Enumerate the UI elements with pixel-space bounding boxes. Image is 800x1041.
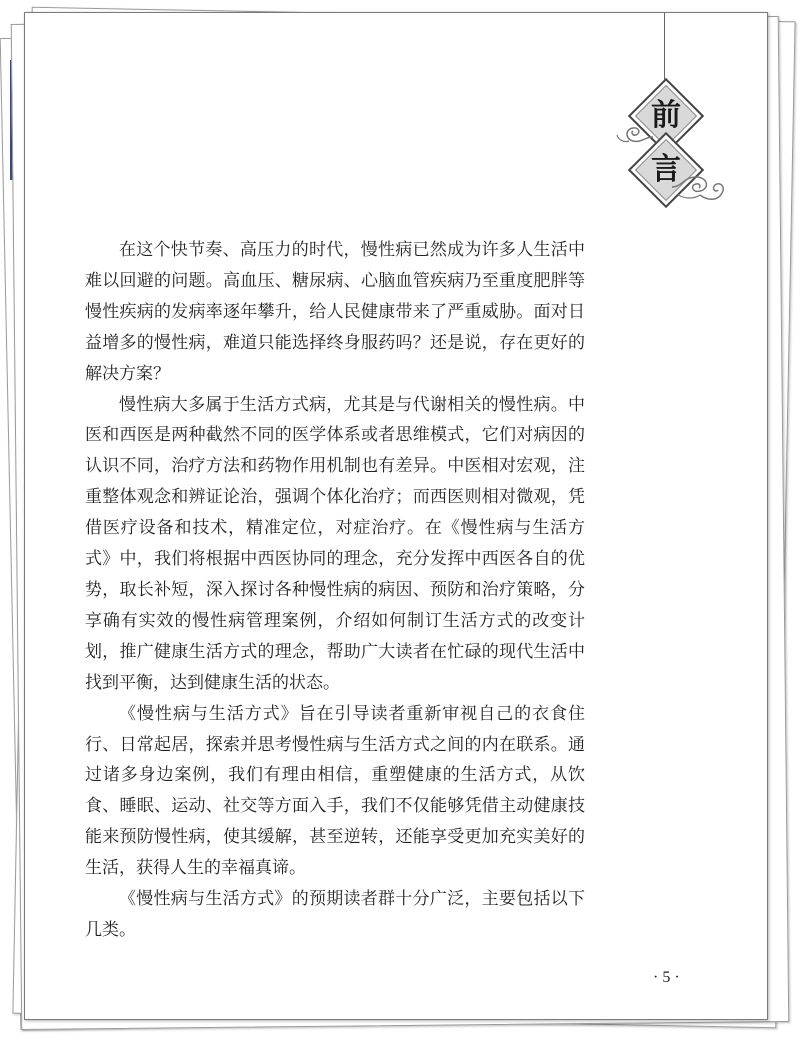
heading-char-1: 前 (651, 98, 681, 133)
paragraph-1: 在这个快节奏、高压力的时代，慢性病已然成为许多人生活中难以回避的问题。高血压、糖尿病、心脑血管疾病乃至重度肥胖等慢性疾病的发病率逐年攀升，给人民健康带来了严重威胁。面对日益增多的慢性病，难道只能选择终身服药吗？还是说，存在更好的解决方案？ (85, 240, 585, 384)
cloud-ornament-right-icon (670, 173, 730, 205)
cloud-ornament-left-icon (615, 123, 655, 147)
book-page (24, 12, 768, 1020)
paragraph-2: 慢性病大多属于生活方式病，尤其是与代谢相关的慢性病。中医和西医是两种截然不同的医学体系或者思维模式，它们对病因的认识不同，治疗方法和药物作用机制也有差异。中医相对宏观，注重整体观念和辨证论治，强调个体化治疗；而西医则相对微观，凭借医疗设备和技术，精准定位，对症治疗。在《慢性病与生活方式》中，我们将根据中西医协同的理念，充分发挥中西医各自的优势，取长补短，深入探讨各种慢性病的病因、预防和治疗策略，分享确有实效的慢性病管理案例，介绍如何制订生活方式的改变计划，推广健康生活方式的理念，帮助广大读者在忙碌的现代生活中找到平衡，达到健康生活的状态。 (85, 394, 585, 693)
page-number: · 5 · (653, 969, 680, 986)
paragraph-4: 《慢性病与生活方式》的预期读者群十分广泛，主要包括以下几类。 (85, 889, 585, 940)
preface-body (85, 235, 585, 946)
paragraph-3: 《慢性病与生活方式》旨在引导读者重新审视自己的衣食住行、日常起居，探索并思考慢性病与生活方式之间的内在联系。通过诸多身边案例，我们有理由相信，重塑健康的生活方式，从饮食、睡眠、运动、社交等方面入手，我们不仅能够凭借主动健康技能来预防慢性病，使其缓解，甚至逆转，还能享受更加充实美好的生活，获得人生的幸福真谛。 (85, 703, 585, 879)
heading-char-2: 言 (651, 152, 681, 187)
